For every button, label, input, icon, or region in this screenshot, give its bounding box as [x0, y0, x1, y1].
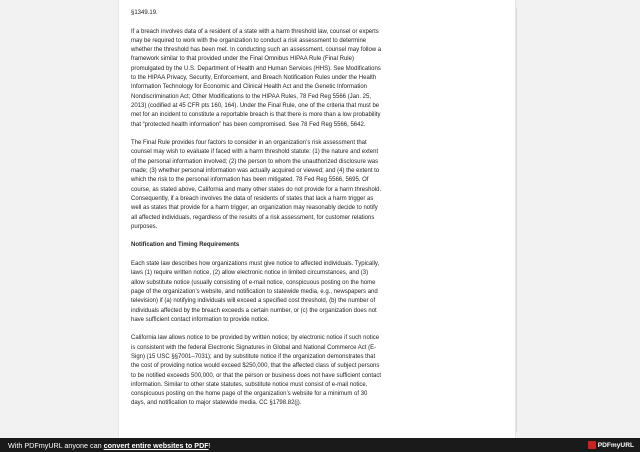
- paragraph-california-notice: California law allows notice to be provided by written notice; by electronic notice if such notice is consistent with the federal Electronic Signatures in Global and National Commerce Act (E-Sign) (15 USC §§7001–7031); and by substitute notice if the organization demonstrates that the cost of providing notice would exceed $250,000, that the affected class of subject persons to be notified exceeds 500,000, or that the person or business does not have sufficient contact information. Similar to other state statutes, substitute notice must consist of e-mail notice, conspicuous posting on the home page of the organization’s website for a minimum of 30 days, and notification to major statewide media. CC §1798.82(j).: [131, 335, 382, 407]
- footer-message: [8, 441, 211, 450]
- pdfmyurl-logo[interactable]: [588, 441, 634, 449]
- paragraph-final-rule-factors: The Final Rule provides four factors to consider in an organization’s risk assessment that counsel may wish to evaluate if faced with a harm threshold statute: (1) the nature and extent of the personal information involved; (2) the person to whom the unauthorized disclosure was made; (3) whether personal information was actually acquired or viewed; and (4) the extent to which the risk to the personal information has been mitigated. 78 Fed Reg 5566, 5695. Of course, as stated above, California and many other states do not provide for a harm threshold. Consequently, if a breach involves the data of residents of states that lack a harm trigger as well as states that provide for a harm trigger, an organization may reasonably decide to notify all affected individuals, regardless of the results of a risk assessment, for customer relations purposes.: [131, 140, 382, 230]
- convert-websites-link[interactable]: convert entire websites to PDF: [103, 440, 209, 450]
- paragraph-harm-threshold: If a breach involves data of a resident of a state with a harm threshold law, counsel or experts may be required to work with the organization to conduct a risk assessment to determine whether the threshold has been met. In conducting such an assessment, counsel may follow a framework similar to that provided under the Final Omnibus HIPAA Rule (Final Rule) promulgated by the U.S. Department of Health and Human Services (HHS). See Modifications to the HIPAA Privacy, Security, Enforcement, and Breach Notification Rules under the Health Information Technology for Economic and Clinical Health Act and the Genetic Information Nondiscrimination Act; Other Modifications to the HIPAA Rules, 78 Fed Reg 5566 (Jan. 25, 2013) (codified at 45 CFR pts 160, 164). Under the Final Rule, one of the criteria that must be met for an incident to constitute a reportable breach is that there is more than a low probability that “protected health information” has been compromised. See 78 Fed Reg 5566, 5642.: [131, 28, 382, 128]
- paragraph-notice-methods: Each state law describes how organizations must give notice to affected individuals. Typically, laws (1) require written notice, (2) allow electronic notice in limited circumstances, and (3) allow substitute notice (usually consisting of e-mail notice, conspicuous posting on the home page of the organization’s website, and notification to statewide media, e.g., newspapers and television) if (a) notifying individuals will exceed a specified cost threshold, (b) the number of individuals affected by the breach exceeds a certain number, or (c) the organization does not have sufficient contact information to provide notice.: [131, 261, 380, 323]
- document-page: [118, 0, 516, 438]
- section-heading: Notification and Timing Requirements: [131, 242, 240, 249]
- footer-prefix: With PDFmyURL anyone can: [8, 440, 104, 450]
- pdf-icon: [588, 441, 596, 449]
- pdfmyurl-footer: [0, 438, 640, 452]
- statute-reference: §1349.19.: [131, 10, 158, 16]
- margin-rule: [516, 8, 517, 432]
- brand-name: PDFmyURL: [597, 441, 634, 449]
- footer-suffix: !: [208, 440, 211, 450]
- document-body: [131, 9, 382, 418]
